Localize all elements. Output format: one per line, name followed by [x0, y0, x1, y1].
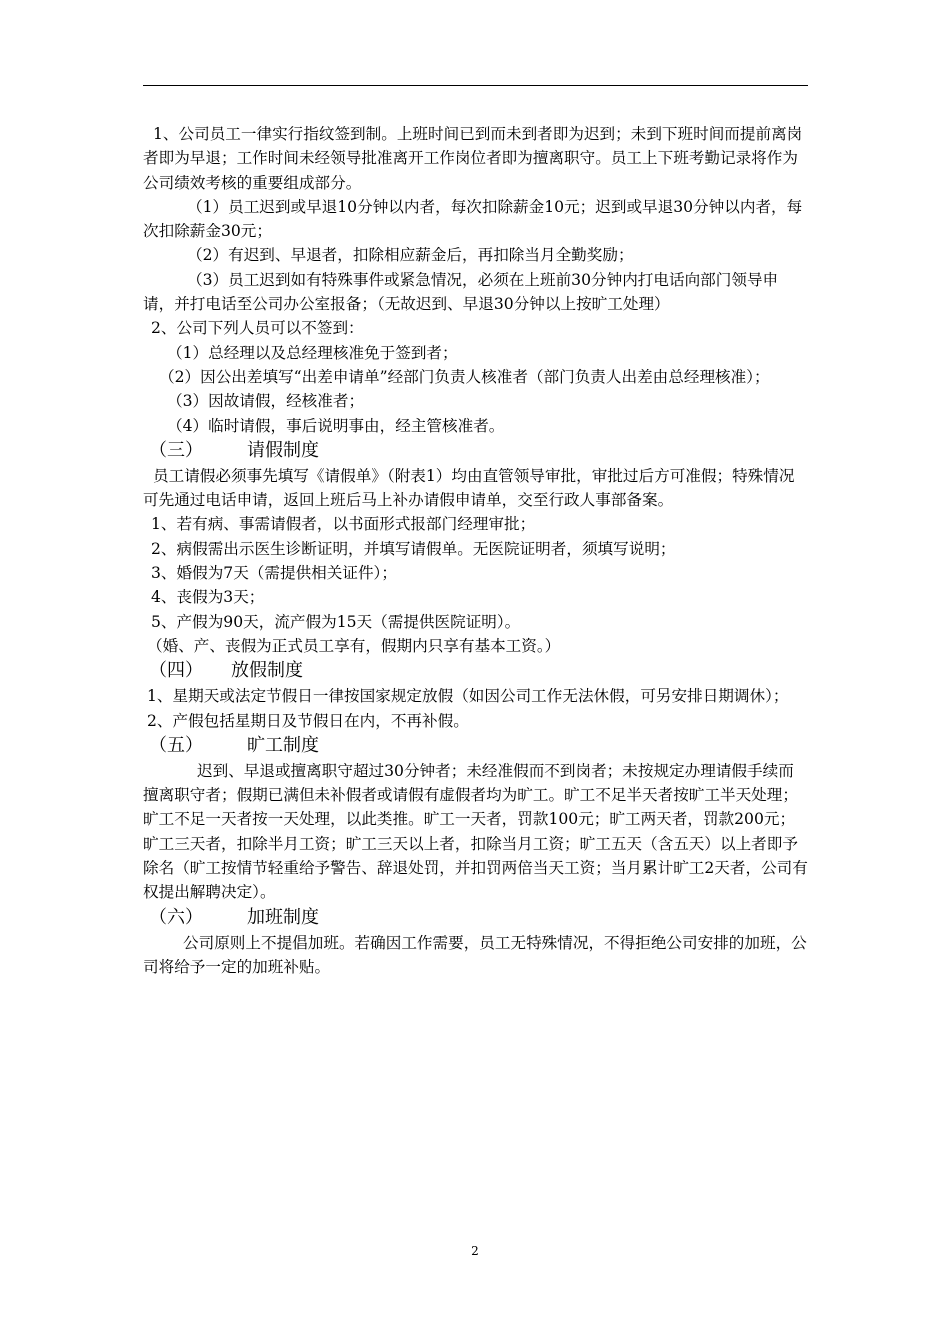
body-paragraph: 迟到、早退或擅离职守超过30分钟者；未经准假而不到岗者；未按规定办理请假手续而擅离职守者；假期已满但未补假者或请假有虚假者均为旷工。旷工不足半天者按旷工半天处理；旷工不足一天者按一天处理，以此类推。旷工一天者，罚款100元；旷工两天者，罚款200元；旷工三天者，扣除半月工资；旷工三天以上者，扣除当月工资；旷工五天（含五天）以上者即予除名（旷工按情节轻重给予警告、辞退处罚，并扣罚两倍当天工资；当月累计旷工2天者，公司有权提出解聘决定）。	[143, 761, 808, 902]
body-paragraph: 1、若有病、事需请假者，以书面形式报部门经理审批；	[151, 515, 536, 534]
section-title: 请假制度	[247, 439, 319, 461]
body-paragraph: 2、病假需出示医生诊断证明，并填写请假单。无医院证明者，须填写说明；	[151, 539, 676, 558]
section-title: 旷工制度	[247, 734, 319, 756]
body-paragraph: 3、婚假为7天（需提供相关证件）；	[151, 564, 397, 583]
body-paragraph: （3）员工迟到如有特殊事件或紧急情况，必须在上班前30分钟内打电话向部门领导申请，并打电话至公司办公室报备；（无故迟到、早退30分钟以上按旷工处理）	[143, 270, 779, 314]
body-paragraph: 4、丧假为3天；	[151, 588, 265, 607]
body-paragraph: （1）总经理以及总经理核准免于签到者；	[167, 343, 458, 362]
section-number: （三）	[149, 439, 203, 461]
body-paragraph: 2、公司下列人员可以不签到：	[151, 319, 364, 338]
section-number: （五）	[149, 734, 203, 756]
body-paragraph: （1）员工迟到或早退10分钟以内者，每次扣除薪金10元；迟到或早退30分钟以内者，每次扣除薪金30元；	[143, 197, 803, 241]
document-body	[143, 122, 808, 979]
body-paragraph: （3）因故请假，经核准者；	[167, 392, 365, 411]
body-paragraph: （婚、产、丧假为正式员工享有，假期内只享有基本工资。）	[147, 636, 561, 655]
body-paragraph: 5、产假为90天，流产假为15天（需提供医院证明）。	[151, 612, 521, 631]
body-paragraph: 1、星期天或法定节假日一律按国家规定放假（如因公司工作无法休假，可另安排日期调休）；	[147, 687, 789, 706]
body-paragraph: 1、公司员工一律实行指纹签到制。上班时间已到而未到者即为迟到；未到下班时间而提前离岗者即为早退；工作时间未经领导批准离开工作岗位者即为擅离职守。员工上下班考勤记录将作为公司绩效考核的重要组成部分。	[143, 125, 803, 192]
section-heading	[143, 905, 808, 931]
page-number: 2	[471, 1244, 479, 1258]
section-heading	[143, 438, 808, 464]
body-paragraph: 2、产假包括星期日及节假日在内，不再补假。	[147, 711, 469, 730]
section-number: （六）	[149, 906, 203, 928]
section-number: （四）	[149, 660, 203, 682]
body-paragraph: 员工请假必须事先填写《请假单》（附表1）均由直管领导审批，审批过后方可准假；特殊情况可先通过电话申请，返回上班后马上补办请假申请单，交至行政人事部备案。	[143, 466, 795, 510]
section-title: 放假制度	[231, 660, 303, 682]
section-heading	[143, 658, 808, 684]
header-rule	[143, 85, 808, 86]
body-paragraph: （2）因公出差填写“出差申请单”经部门负责人核准者（部门负责人出差由总经理核准）；	[159, 367, 770, 386]
body-paragraph: （4）临时请假，事后说明事由，经主管核准者。	[167, 416, 505, 435]
section-title: 加班制度	[247, 906, 319, 928]
section-heading	[143, 733, 808, 759]
body-paragraph: 公司原则上不提倡加班。若确因工作需要，员工无特殊情况，不得拒绝公司安排的加班，公司将给予一定的加班补贴。	[143, 933, 807, 976]
body-paragraph: （2）有迟到、早退者，扣除相应薪金后，再扣除当月全勤奖励；	[187, 246, 634, 265]
